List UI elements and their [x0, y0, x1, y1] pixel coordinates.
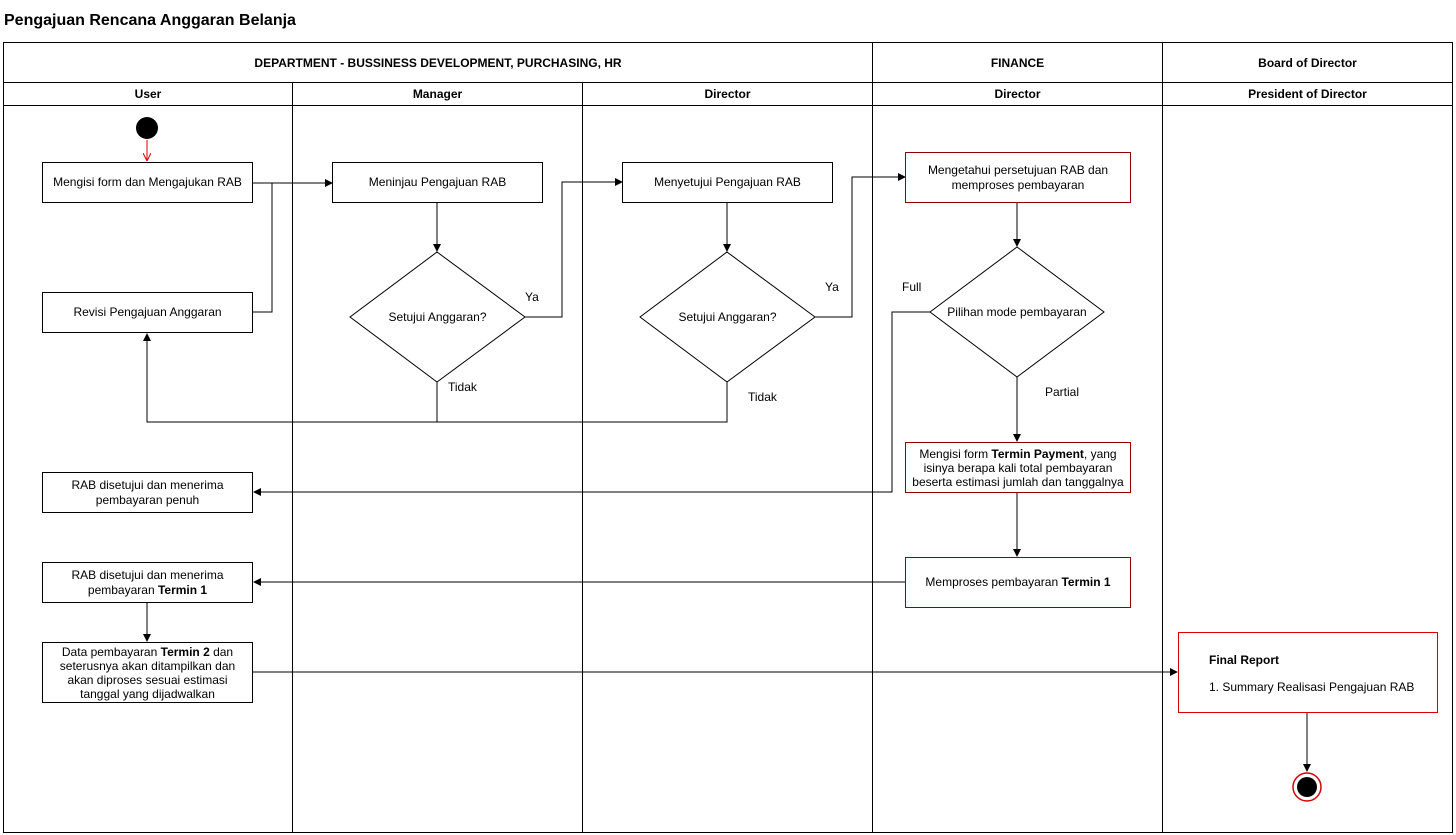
label-director-no: Tidak [748, 390, 777, 404]
label-manager-no: Tidak [448, 380, 477, 394]
node-process-termin1-label [925, 575, 1110, 590]
lane-finance-director: Director [994, 87, 1041, 101]
final-report-item: 1. Summary Realisasi Pengajuan RAB [1209, 680, 1415, 694]
lane-dept-director: Director [704, 87, 751, 101]
node-full-payment-label: RAB disetujui dan menerima pembayaran penuh [71, 477, 224, 507]
node-termin-form-label [912, 447, 1124, 489]
node-termin1-payment[interactable] [42, 562, 253, 603]
lane-president: President of Director [1248, 87, 1367, 101]
node-termin-form-text-post: , yang isinya berapa kali total pembayaran beserta estimasi jumlah dan tanggalnya [912, 446, 1124, 489]
label-director-yes: Ya [825, 280, 839, 294]
node-final-report[interactable] [1178, 632, 1438, 713]
swimlane-grid [4, 43, 1453, 833]
lane-manager: Manager [412, 87, 463, 101]
node-termin1-payment-label [49, 568, 246, 598]
node-approve-rab[interactable] [622, 162, 833, 203]
node-process-termin1[interactable] [905, 557, 1131, 608]
node-process-termin1-text: Memproses pembayaran [925, 575, 1062, 589]
node-termin2-text-post: dan seterusnya akan ditampilkan dan akan diproses sesuai estimasi tanggal yang dijadwalkan [59, 644, 236, 701]
node-termin2-bold: Termin 2 [160, 644, 210, 659]
node-termin-form-bold: Termin Payment [991, 446, 1084, 461]
pool-finance: FINANCE [990, 55, 1045, 70]
payment-mode-label[interactable]: Pilihan mode pembayaran [947, 305, 1087, 319]
pool-board: Board of Director [1258, 55, 1357, 70]
label-manager-yes: Ya [525, 290, 539, 304]
node-termin1-text: RAB disetujui dan menerima pembayaran [71, 567, 224, 597]
start-node [136, 117, 158, 139]
node-termin-form-text-pre: Mengisi form [919, 446, 992, 461]
node-revise-budget-label: Revisi Pengajuan Anggaran [73, 305, 222, 319]
diagram-title: Pengajuan Rencana Anggaran Belanja [4, 12, 296, 29]
node-process-payment[interactable] [905, 152, 1131, 203]
node-termin2-data[interactable] [42, 642, 253, 703]
director-decision-label[interactable]: Setujui Anggaran? [678, 310, 777, 324]
final-report-title: Final Report [1209, 653, 1280, 667]
node-submit-rab[interactable] [42, 162, 253, 203]
node-review-rab-label: Meninjau Pengajuan RAB [368, 175, 507, 189]
node-submit-rab-label: Mengisi form dan Mengajukan RAB [53, 175, 242, 189]
manager-decision-label[interactable]: Setujui Anggaran? [388, 310, 487, 324]
label-partial: Partial [1045, 385, 1080, 399]
node-termin1-bold: Termin 1 [157, 582, 208, 597]
connector-full-payment [254, 312, 930, 492]
node-approve-rab-label: Menyetujui Pengajuan RAB [654, 175, 801, 189]
pool-department: DEPARTMENT - BUSSINESS DEVELOPMENT, PURCHASING, HR [254, 55, 622, 70]
node-process-termin1-bold: Termin 1 [1061, 575, 1111, 589]
connector-revision-loop [253, 183, 272, 312]
node-termin2-data-label [49, 645, 246, 701]
label-full: Full [902, 280, 922, 294]
node-termin2-text-pre: Data pembayaran [61, 644, 161, 659]
lane-user: User [134, 87, 162, 101]
node-process-payment-label: Mengetahui persetujuan RAB dan memproses pembayaran [927, 162, 1109, 192]
end-node [1297, 777, 1317, 797]
node-full-payment[interactable] [42, 472, 253, 513]
node-termin-form[interactable] [905, 442, 1131, 493]
node-revise-budget[interactable] [42, 292, 253, 333]
node-review-rab[interactable] [332, 162, 543, 203]
